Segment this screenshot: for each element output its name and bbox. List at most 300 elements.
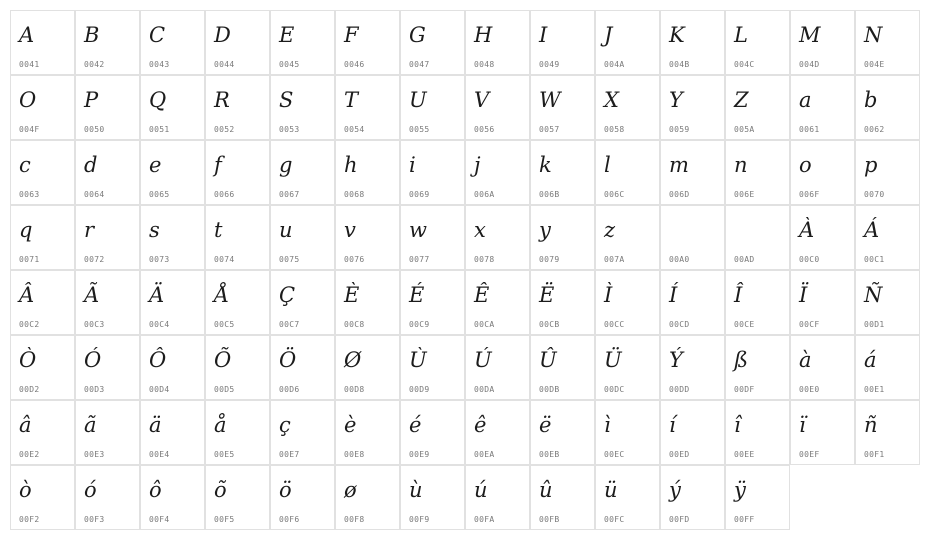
glyph-cell: [75, 205, 140, 270]
glyph-character: z: [604, 218, 616, 242]
glyph-code-label: 00DA: [474, 385, 495, 394]
glyph-character: á: [864, 348, 877, 372]
glyph-character: è: [344, 413, 357, 437]
glyph-code-label: 004D: [799, 60, 820, 69]
glyph-cell: [140, 75, 205, 140]
glyph-code-label: 00F3: [84, 515, 105, 524]
glyph-cell: [140, 205, 205, 270]
glyph-character: ý: [669, 478, 681, 502]
glyph-cell: [335, 205, 400, 270]
glyph-character: K: [669, 23, 685, 47]
glyph-cell: [75, 140, 140, 205]
glyph-character: Ñ: [864, 283, 883, 307]
glyph-code-label: 00DF: [734, 385, 755, 394]
glyph-code-label: 004B: [669, 60, 690, 69]
glyph-cell: [140, 140, 205, 205]
glyph-character: Ý: [669, 348, 683, 372]
glyph-cell: [10, 400, 75, 465]
glyph-cell: [75, 75, 140, 140]
glyph-character: G: [409, 23, 426, 47]
glyph-cell: [660, 140, 725, 205]
glyph-cell: [790, 10, 855, 75]
glyph-code-label: 0048: [474, 60, 495, 69]
glyph-character: a: [799, 88, 812, 112]
glyph-code-label: 0076: [344, 255, 365, 264]
glyph-code-label: 004A: [604, 60, 625, 69]
glyph-code-label: 0071: [19, 255, 40, 264]
glyph-cell: [270, 465, 335, 530]
glyph-code-label: 00E4: [149, 450, 170, 459]
glyph-cell: [335, 10, 400, 75]
glyph-code-label: 00C7: [279, 320, 300, 329]
glyph-cell: [660, 335, 725, 400]
glyph-character: s: [149, 218, 160, 242]
glyph-code-label: 00C0: [799, 255, 820, 264]
glyph-character: D: [214, 23, 231, 47]
glyph-character: h: [344, 153, 358, 177]
glyph-character: E: [279, 23, 295, 47]
glyph-character: ô: [149, 478, 162, 502]
glyph-code-label: 0059: [669, 125, 690, 134]
glyph-character: v: [344, 218, 356, 242]
glyph-cell: [75, 400, 140, 465]
glyph-code-label: 0045: [279, 60, 300, 69]
glyph-code-label: 00D6: [279, 385, 300, 394]
glyph-code-label: 00D1: [864, 320, 885, 329]
glyph-character: T: [344, 88, 359, 112]
glyph-cell: [205, 75, 270, 140]
glyph-character: Ú: [474, 348, 492, 372]
glyph-code-label: 0042: [84, 60, 105, 69]
glyph-cell: [530, 140, 595, 205]
glyph-code-label: 0041: [19, 60, 40, 69]
glyph-code-label: 00D4: [149, 385, 170, 394]
glyph-code-label: 0050: [84, 125, 105, 134]
glyph-cell: [10, 465, 75, 530]
glyph-cell: [75, 10, 140, 75]
glyph-character: l: [604, 153, 611, 177]
glyph-cell: [465, 10, 530, 75]
glyph-code-label: 00EF: [799, 450, 820, 459]
glyph-cell: [400, 465, 465, 530]
glyph-cell: [790, 400, 855, 465]
glyph-cell: [595, 75, 660, 140]
glyph-cell: [725, 270, 790, 335]
glyph-code-label: 00F5: [214, 515, 235, 524]
glyph-grid: [10, 10, 920, 530]
glyph-cell: [595, 140, 660, 205]
glyph-cell: [725, 75, 790, 140]
glyph-cell: [725, 400, 790, 465]
glyph-code-label: 005A: [734, 125, 755, 134]
glyph-character: Ê: [474, 283, 490, 307]
glyph-code-label: 00DB: [539, 385, 560, 394]
glyph-character: U: [409, 88, 427, 112]
glyph-character: F: [344, 23, 359, 47]
glyph-character: Q: [149, 88, 167, 112]
glyph-cell: [790, 270, 855, 335]
glyph-cell: [595, 10, 660, 75]
glyph-code-label: 00CA: [474, 320, 495, 329]
glyph-character: ñ: [864, 413, 878, 437]
glyph-code-label: 00C9: [409, 320, 430, 329]
glyph-code-label: 00F1: [864, 450, 885, 459]
glyph-cell: [660, 75, 725, 140]
glyph-code-label: 00C8: [344, 320, 365, 329]
glyph-cell: [400, 75, 465, 140]
glyph-code-label: 004E: [864, 60, 885, 69]
glyph-cell: [335, 75, 400, 140]
glyph-cell: [530, 465, 595, 530]
glyph-code-label: 00C1: [864, 255, 885, 264]
glyph-cell: [140, 335, 205, 400]
glyph-code-label: 0056: [474, 125, 495, 134]
glyph-character: B: [84, 23, 100, 47]
glyph-code-label: 0075: [279, 255, 300, 264]
glyph-cell: [10, 10, 75, 75]
glyph-character: Å: [214, 283, 230, 307]
glyph-cell: [205, 10, 270, 75]
glyph-character: o: [799, 153, 812, 177]
glyph-cell: [790, 335, 855, 400]
glyph-cell: [725, 205, 790, 270]
glyph-character: y: [539, 218, 551, 242]
glyph-cell: [595, 465, 660, 530]
glyph-code-label: 0062: [864, 125, 885, 134]
glyph-code-label: 00DD: [669, 385, 690, 394]
glyph-cell: [660, 205, 725, 270]
glyph-character: â: [19, 413, 32, 437]
glyph-code-label: 00E2: [19, 450, 40, 459]
glyph-character: õ: [214, 478, 227, 502]
glyph-code-label: 0044: [214, 60, 235, 69]
glyph-character: Í: [669, 283, 678, 307]
glyph-code-label: 00EB: [539, 450, 560, 459]
glyph-code-label: 00F9: [409, 515, 430, 524]
glyph-cell: [270, 270, 335, 335]
glyph-character: H: [474, 23, 493, 47]
glyph-character: r: [84, 218, 95, 242]
glyph-code-label: 00C5: [214, 320, 235, 329]
glyph-cell: [855, 75, 920, 140]
glyph-code-label: 0049: [539, 60, 560, 69]
glyph-character: ß: [734, 348, 749, 372]
glyph-cell: [205, 400, 270, 465]
glyph-code-label: 00EE: [734, 450, 755, 459]
glyph-cell: [400, 400, 465, 465]
glyph-cell: [725, 140, 790, 205]
glyph-character: k: [539, 153, 552, 177]
glyph-code-label: 0072: [84, 255, 105, 264]
glyph-code-label: 0067: [279, 190, 300, 199]
glyph-code-label: 007A: [604, 255, 625, 264]
glyph-cell: [140, 400, 205, 465]
glyph-code-label: 00E9: [409, 450, 430, 459]
glyph-character: d: [84, 153, 98, 177]
glyph-cell: [855, 140, 920, 205]
glyph-code-label: 0068: [344, 190, 365, 199]
glyph-character: Y: [669, 88, 683, 112]
glyph-code-label: 0070: [864, 190, 885, 199]
glyph-code-label: 00FF: [734, 515, 755, 524]
glyph-code-label: 00E3: [84, 450, 105, 459]
glyph-code-label: 00E8: [344, 450, 365, 459]
glyph-character: Ï: [799, 283, 808, 307]
glyph-code-label: 0074: [214, 255, 235, 264]
glyph-character: ø: [344, 478, 357, 502]
glyph-character: ù: [409, 478, 423, 502]
glyph-cell: [75, 335, 140, 400]
glyph-character: à: [799, 348, 812, 372]
glyph-code-label: 0078: [474, 255, 495, 264]
glyph-cell: [790, 140, 855, 205]
glyph-code-label: 00CE: [734, 320, 755, 329]
glyph-code-label: 006D: [669, 190, 690, 199]
glyph-cell: [530, 205, 595, 270]
glyph-character: Î: [734, 283, 743, 307]
glyph-cell: [660, 270, 725, 335]
glyph-cell: [595, 335, 660, 400]
glyph-cell: [10, 205, 75, 270]
glyph-character: b: [864, 88, 878, 112]
glyph-character: ú: [474, 478, 488, 502]
glyph-code-label: 006E: [734, 190, 755, 199]
glyph-code-label: 00C3: [84, 320, 105, 329]
glyph-character: C: [149, 23, 166, 47]
glyph-character: P: [84, 88, 99, 112]
glyph-character: î: [734, 413, 741, 437]
glyph-character: Á: [864, 218, 880, 242]
glyph-character: Û: [539, 348, 557, 372]
glyph-character: ö: [279, 478, 292, 502]
glyph-character: J: [604, 23, 613, 47]
glyph-cell: [465, 270, 530, 335]
glyph-code-label: 00C4: [149, 320, 170, 329]
glyph-cell: [790, 205, 855, 270]
glyph-character: Ç: [279, 283, 296, 307]
glyph-code-label: 00D3: [84, 385, 105, 394]
glyph-cell: [530, 75, 595, 140]
glyph-cell: [10, 270, 75, 335]
glyph-character: Ô: [149, 348, 167, 372]
glyph-character: ï: [799, 413, 806, 437]
glyph-cell: [530, 400, 595, 465]
glyph-cell: [205, 335, 270, 400]
glyph-cell: [140, 10, 205, 75]
glyph-cell: [530, 10, 595, 75]
glyph-character: é: [409, 413, 422, 437]
glyph-character: N: [864, 23, 883, 47]
glyph-code-label: 004F: [19, 125, 40, 134]
glyph-character: Â: [19, 283, 35, 307]
glyph-character: ê: [474, 413, 487, 437]
glyph-cell: [140, 270, 205, 335]
glyph-code-label: 00EC: [604, 450, 625, 459]
glyph-character: q: [19, 218, 33, 242]
glyph-code-label: 004C: [734, 60, 755, 69]
glyph-character: O: [19, 88, 37, 112]
glyph-code-label: 00ED: [669, 450, 690, 459]
glyph-character: p: [864, 153, 878, 177]
glyph-cell: [660, 465, 725, 530]
glyph-code-label: 006F: [799, 190, 820, 199]
glyph-code-label: 00CD: [669, 320, 690, 329]
glyph-code-label: 00E1: [864, 385, 885, 394]
glyph-cell: [595, 270, 660, 335]
glyph-character: u: [279, 218, 293, 242]
glyph-character: Ó: [84, 348, 102, 372]
glyph-cell: [465, 75, 530, 140]
glyph-code-label: 00D2: [19, 385, 40, 394]
glyph-cell: [270, 400, 335, 465]
glyph-code-label: 00F8: [344, 515, 365, 524]
glyph-character: Ä: [149, 283, 165, 307]
glyph-character: å: [214, 413, 227, 437]
glyph-code-label: 00E5: [214, 450, 235, 459]
glyph-code-label: 0077: [409, 255, 430, 264]
glyph-cell: [75, 270, 140, 335]
glyph-code-label: 0064: [84, 190, 105, 199]
glyph-character: M: [799, 23, 821, 47]
glyph-character: ç: [279, 413, 291, 437]
glyph-character: g: [279, 153, 293, 177]
glyph-code-label: 0073: [149, 255, 170, 264]
glyph-cell: [140, 465, 205, 530]
glyph-character: ü: [604, 478, 618, 502]
glyph-cell: [790, 75, 855, 140]
glyph-code-label: 0058: [604, 125, 625, 134]
glyph-cell: [660, 10, 725, 75]
glyph-code-label: 0051: [149, 125, 170, 134]
glyph-character: Ù: [409, 348, 427, 372]
glyph-code-label: 00FB: [539, 515, 560, 524]
glyph-code-label: 0069: [409, 190, 430, 199]
glyph-cell: [75, 465, 140, 530]
glyph-code-label: 0052: [214, 125, 235, 134]
glyph-character: L: [734, 23, 748, 47]
glyph-cell: [335, 335, 400, 400]
glyph-code-label: 0057: [539, 125, 560, 134]
glyph-character: Ë: [539, 283, 555, 307]
glyph-cell: [205, 205, 270, 270]
glyph-code-label: 00F2: [19, 515, 40, 524]
glyph-cell: [270, 140, 335, 205]
glyph-cell: [270, 205, 335, 270]
glyph-cell: [855, 400, 920, 465]
glyph-code-label: 0061: [799, 125, 820, 134]
glyph-cell: [10, 140, 75, 205]
glyph-code-label: 00D8: [344, 385, 365, 394]
glyph-cell: [530, 270, 595, 335]
glyph-cell: [465, 335, 530, 400]
glyph-character: i: [409, 153, 416, 177]
glyph-character: c: [19, 153, 31, 177]
glyph-code-label: 00D5: [214, 385, 235, 394]
glyph-character: m: [669, 153, 689, 177]
glyph-character: û: [539, 478, 553, 502]
glyph-code-label: 00F4: [149, 515, 170, 524]
glyph-character: È: [344, 283, 360, 307]
glyph-code-label: 0047: [409, 60, 430, 69]
glyph-character: w: [409, 218, 427, 242]
glyph-code-label: 00CC: [604, 320, 625, 329]
glyph-cell: [400, 335, 465, 400]
glyph-character: x: [474, 218, 486, 242]
glyph-character: Ì: [604, 283, 613, 307]
glyph-cell: [400, 10, 465, 75]
glyph-character: Ã: [84, 283, 100, 307]
glyph-cell: [595, 205, 660, 270]
glyph-cell: [205, 270, 270, 335]
glyph-character: Z: [734, 88, 749, 112]
glyph-character: e: [149, 153, 162, 177]
glyph-character: t: [214, 218, 223, 242]
glyph-cell: [725, 465, 790, 530]
glyph-cell: [270, 10, 335, 75]
glyph-code-label: 00E7: [279, 450, 300, 459]
glyph-character: ë: [539, 413, 552, 437]
glyph-code-label: 00FA: [474, 515, 495, 524]
glyph-cell: [855, 335, 920, 400]
glyph-cell: [335, 270, 400, 335]
glyph-code-label: 00D9: [409, 385, 430, 394]
glyph-code-label: 00FC: [604, 515, 625, 524]
glyph-cell: [335, 400, 400, 465]
glyph-code-label: 00CB: [539, 320, 560, 329]
glyph-cell: [335, 140, 400, 205]
glyph-code-label: 0046: [344, 60, 365, 69]
glyph-character: Ü: [604, 348, 622, 372]
glyph-character: ó: [84, 478, 97, 502]
glyph-character: j: [474, 153, 481, 177]
glyph-code-label: 0079: [539, 255, 560, 264]
glyph-code-label: 006B: [539, 190, 560, 199]
glyph-cell: [595, 400, 660, 465]
glyph-code-label: 00DC: [604, 385, 625, 394]
glyph-cell: [270, 75, 335, 140]
glyph-cell: [400, 270, 465, 335]
glyph-code-label: 00F6: [279, 515, 300, 524]
glyph-code-label: 00E0: [799, 385, 820, 394]
glyph-character: Ò: [19, 348, 37, 372]
glyph-character: í: [669, 413, 676, 437]
glyph-code-label: 00C2: [19, 320, 40, 329]
glyph-code-label: 0043: [149, 60, 170, 69]
glyph-code-label: 0066: [214, 190, 235, 199]
glyph-cell: [465, 465, 530, 530]
glyph-cell: [465, 205, 530, 270]
glyph-character: ò: [19, 478, 32, 502]
glyph-cell: [725, 10, 790, 75]
glyph-cell: [530, 335, 595, 400]
glyph-character: X: [604, 88, 619, 112]
glyph-code-label: 006C: [604, 190, 625, 199]
glyph-character: Ö: [279, 348, 297, 372]
glyph-cell: [205, 465, 270, 530]
glyph-character: À: [799, 218, 815, 242]
glyph-cell: [400, 205, 465, 270]
glyph-cell: [400, 140, 465, 205]
glyph-character: ì: [604, 413, 611, 437]
glyph-character: ÿ: [734, 478, 746, 502]
glyph-cell: [270, 335, 335, 400]
glyph-cell: [465, 400, 530, 465]
glyph-character: Õ: [214, 348, 232, 372]
glyph-character: f: [214, 153, 222, 177]
glyph-character: ä: [149, 413, 162, 437]
glyph-code-label: 00AD: [734, 255, 755, 264]
glyph-cell: [855, 205, 920, 270]
